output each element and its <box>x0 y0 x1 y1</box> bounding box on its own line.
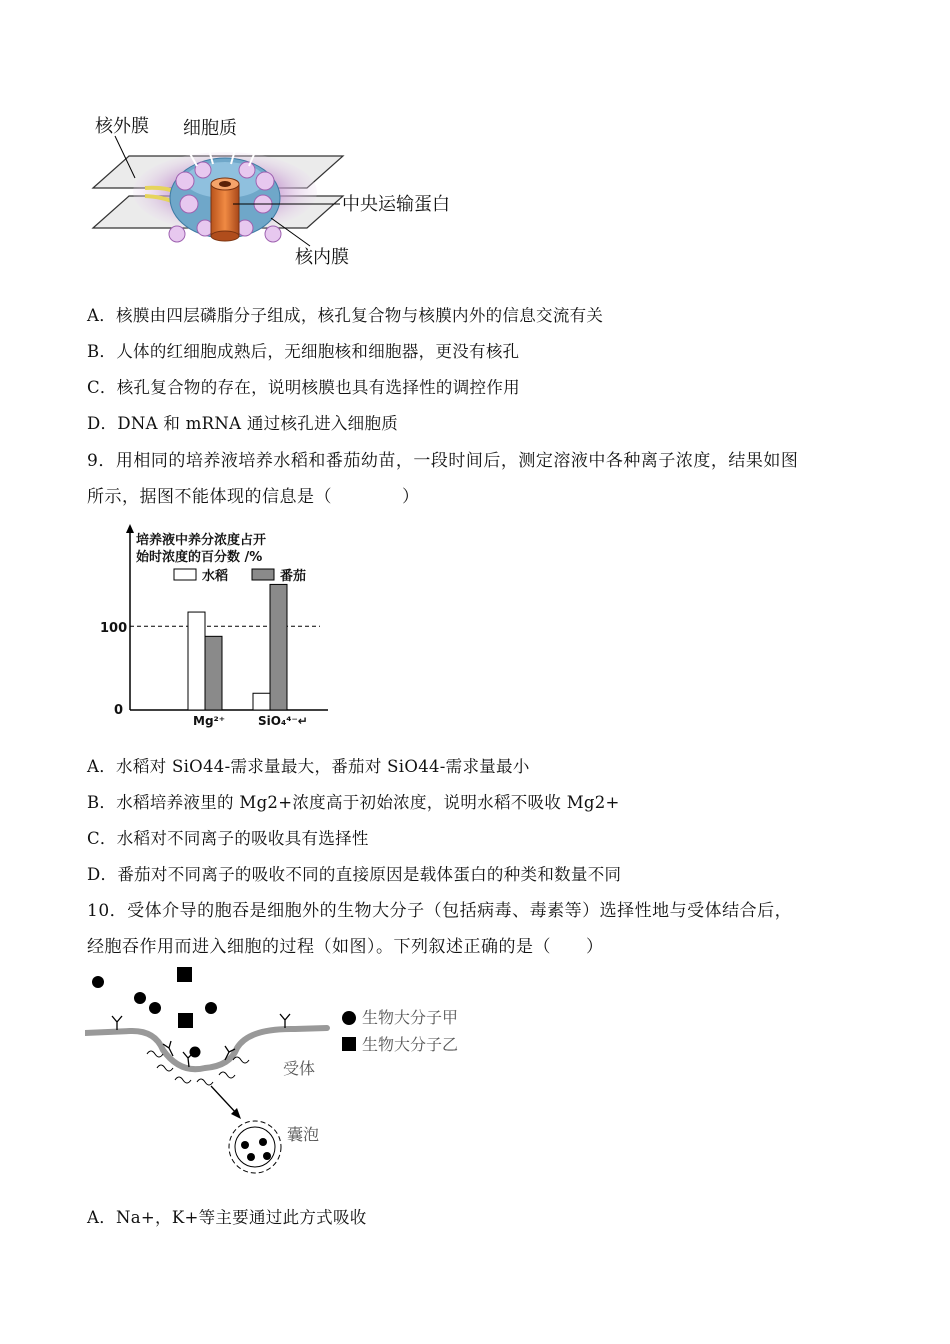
bar-1-1 <box>270 584 287 710</box>
legend-label-tomato: 番茄 <box>280 569 307 584</box>
receptors <box>112 1014 290 1067</box>
molecule-b <box>177 967 192 982</box>
q9-stem-line1: 9．用相同的培养液培养水稻和番茄幼苗，一段时间后，测定溶液中各种离子浓度，结果如图 <box>87 451 799 471</box>
bar-0-0 <box>188 612 205 710</box>
molecule-a <box>134 992 146 1004</box>
molecule-b <box>178 1013 193 1028</box>
y-tick-0: 0 <box>114 703 124 718</box>
chart-title-line2: 始时浓度的百分数 /% <box>136 550 263 565</box>
legend-label-rice: 水稻 <box>202 569 229 584</box>
q10-option-a: A．Na+，K+等主要通过此方式吸收 <box>87 1208 367 1227</box>
vesicle <box>229 1121 281 1173</box>
label-central-transporter: 中央运输蛋白 <box>342 194 450 215</box>
chart-title-line1: 培养液中养分浓度占开 <box>136 533 267 548</box>
molecule-a <box>205 1002 217 1014</box>
q8-option-b: B．人体的红细胞成熟后，无细胞核和细胞器，更没有核孔 <box>87 342 520 361</box>
nuclear-pore-figure <box>85 108 465 273</box>
legend-swatch-tomato <box>252 569 274 580</box>
endocytosis-figure <box>85 962 485 1182</box>
q8-option-d: D．DNA 和 mRNA 通过核孔进入细胞质 <box>87 414 399 433</box>
category-label-1: SiO₄⁴⁻↵ <box>258 714 308 728</box>
label-receptor: 受体 <box>283 1059 316 1078</box>
molecule-a <box>92 976 104 988</box>
y-tick-100: 100 <box>100 621 128 636</box>
q9-option-c: C．水稻对不同离子的吸收具有选择性 <box>87 829 369 848</box>
label-outer-membrane: 核外膜 <box>95 116 149 137</box>
q9-stem-line2: 所示，据图不能体现的信息是（ ） <box>87 487 420 507</box>
bar-0-1 <box>205 636 222 710</box>
q9-option-d: D．番茄对不同离子的吸收不同的直接原因是载体蛋白的种类和数量不同 <box>87 865 622 884</box>
q9-option-a: A．水稻对 SiO44-需求量最大，番茄对 SiO44-需求量最小 <box>87 757 530 776</box>
legend-molecule-a-icon <box>342 1011 356 1025</box>
legend-molecule-b-icon <box>342 1037 356 1051</box>
q9-option-b: B．水稻培养液里的 Mg2+浓度高于初始浓度，说明水稻不吸收 Mg2+ <box>87 793 620 812</box>
q10-stem-line1: 10．受体介导的胞吞是细胞外的生物大分子（包括病毒、毒素等）选择性地与受体结合后， <box>87 901 793 921</box>
bar-1-0 <box>253 693 270 710</box>
label-inner-membrane: 核内膜 <box>295 247 349 268</box>
molecule-a <box>149 1002 161 1014</box>
q10-stem-line2: 经胞吞作用而进入细胞的过程（如图）。下列叙述正确的是（ ） <box>87 937 604 957</box>
legend-molecule-b: 生物大分子乙 <box>362 1035 459 1054</box>
legend-molecule-a: 生物大分子甲 <box>362 1008 459 1027</box>
label-cytoplasm: 细胞质 <box>183 118 237 139</box>
y-axis-arrow <box>126 524 134 533</box>
ion-concentration-chart <box>100 520 340 735</box>
legend-swatch-rice <box>174 569 196 580</box>
central-transporter <box>211 178 239 241</box>
label-vesicle: 囊泡 <box>287 1125 320 1144</box>
q8-option-a: A．核膜由四层磷脂分子组成，核孔复合物与核膜内外的信息交流有关 <box>87 306 604 325</box>
category-label-0: Mg²⁺ <box>193 714 226 728</box>
q8-option-c: C．核孔复合物的存在，说明核膜也具有选择性的调控作用 <box>87 378 520 397</box>
